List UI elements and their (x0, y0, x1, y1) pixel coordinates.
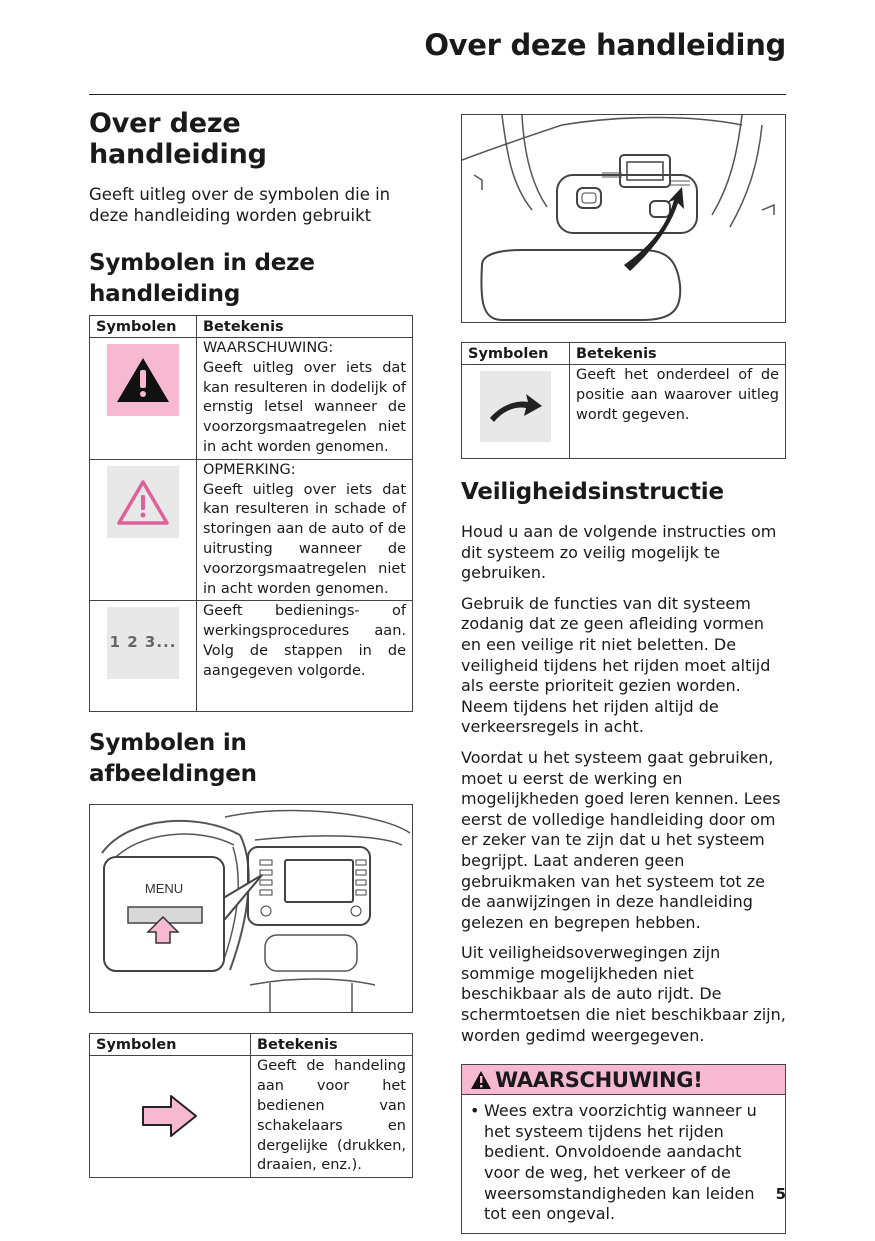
warning-text: Wees extra voorzichtig wanneer u het systeem tijdens het rijden bedient. Onvoldoende aandacht voor de weg, het verkeer of de weersomstandigheden kan leiden tot een ongeval. (484, 1101, 757, 1224)
page-number: 5 (775, 1185, 786, 1203)
column-header-symbols: Symbolen (90, 316, 197, 338)
menu-button-label: MENU (144, 881, 184, 897)
location-arrow-icon (480, 371, 551, 442)
section-title-symbols-images: Symbolen in afbeeldingen (89, 730, 257, 788)
table-row (462, 365, 786, 459)
section-title-safety: Veiligheidsinstructie (461, 479, 724, 505)
page-title: Over deze handleiding (89, 108, 267, 170)
symbols-table-location (461, 342, 786, 459)
row-meaning: Geeft bedienings- of werkingsprocedures aan. Volg de stappen in de aangegeven volgorde. (203, 603, 406, 679)
table-row (90, 601, 413, 712)
action-arrow-icon (141, 1093, 199, 1146)
safety-paragraph-4: Uit veiligheidsoverwegingen zijn sommige mogelijkheden niet beschikbaar als de auto rijdt. De schermtoetsen die niet beschikbaar zijn, worden gedimd weergegeven. (461, 943, 786, 1045)
table-row (90, 338, 413, 460)
warning-title: WAARSCHUWING! (495, 1067, 703, 1092)
column-header-meaning: Betekenis (570, 343, 786, 365)
table-row (90, 1056, 413, 1178)
symbols-table (89, 315, 413, 712)
row-meaning: Geeft de handeling aan voor het bedienen van schakelaars en dergelijke (drukken, draaien, enz.). (257, 1058, 406, 1174)
steps-icon-text: 1 2 3... (109, 633, 177, 652)
safety-paragraph-2: Gebruik de functies van dit systeem zodanig dat ze geen afleiding vormen en een veilige rit niet beletten. De veiligheid tijdens het rijden moet altijd als eerste prioriteit gezien worden. Neem tijdens het rijden altijd de verkeersregels in acht. (461, 593, 771, 737)
steps-123-icon (107, 607, 179, 679)
right-column (461, 114, 786, 1234)
notice-triangle-outline-icon (107, 466, 179, 538)
warning-header (462, 1065, 785, 1095)
warning-box (461, 1064, 786, 1234)
intro-text: Geeft uitleg over de symbolen die in deze handleiding worden gebruikt (89, 185, 391, 225)
row-label: OPMERKING: (203, 461, 296, 478)
column-header-meaning: Betekenis (197, 316, 413, 338)
safety-paragraph-1: Houd u aan de volgende instructies om dit systeem zo veilig mogelijk te gebruiken. (461, 522, 777, 583)
warning-triangle-filled-icon (107, 344, 179, 416)
safety-paragraph-3: Voordat u het systeem gaat gebruiken, moet u eerst de werking en mogelijkheden goed leren kennen. Lees eerst de volledige handleiding door om er zeker van te zijn dat u het systeem begrijpt. Laat anderen geen gebruikmaken van het systeem tot ze de aanwijzingen in deze handleiding gelezen en begrepen hebben. (461, 747, 781, 932)
table-row (90, 459, 413, 601)
header-rule (89, 94, 786, 95)
section-title-symbols-manual: Symbolen in deze handleiding (89, 250, 315, 307)
dashboard-menu-illustration (89, 804, 413, 1013)
row-meaning: Geeft uitleg over iets dat kan resulteren in dodelijk of ernstig letsel wanneer de voorzorgsmaatregelen niet in acht worden genomen. (203, 359, 406, 455)
column-header-meaning: Betekenis (251, 1034, 413, 1056)
row-meaning: Geeft het onderdeel of de positie aan waarover uitleg wordt gegeven. (576, 367, 779, 423)
column-header-symbols: Symbolen (462, 343, 570, 365)
overhead-console-illustration (461, 114, 786, 323)
bullet-icon: • (470, 1101, 480, 1121)
warning-triangle-icon (470, 1070, 492, 1090)
symbols-table-images (89, 1033, 413, 1178)
running-header-title: Over deze handleiding (424, 28, 786, 62)
left-column (89, 108, 413, 1178)
row-label: WAARSCHUWING: (203, 340, 334, 356)
column-header-symbols: Symbolen (90, 1034, 251, 1056)
row-meaning: Geeft uitleg over iets dat kan resulteren in schade of storingen aan de auto of de uitrusting wanneer de voorzorgsmaatregelen niet in acht worden genomen. (203, 481, 406, 597)
